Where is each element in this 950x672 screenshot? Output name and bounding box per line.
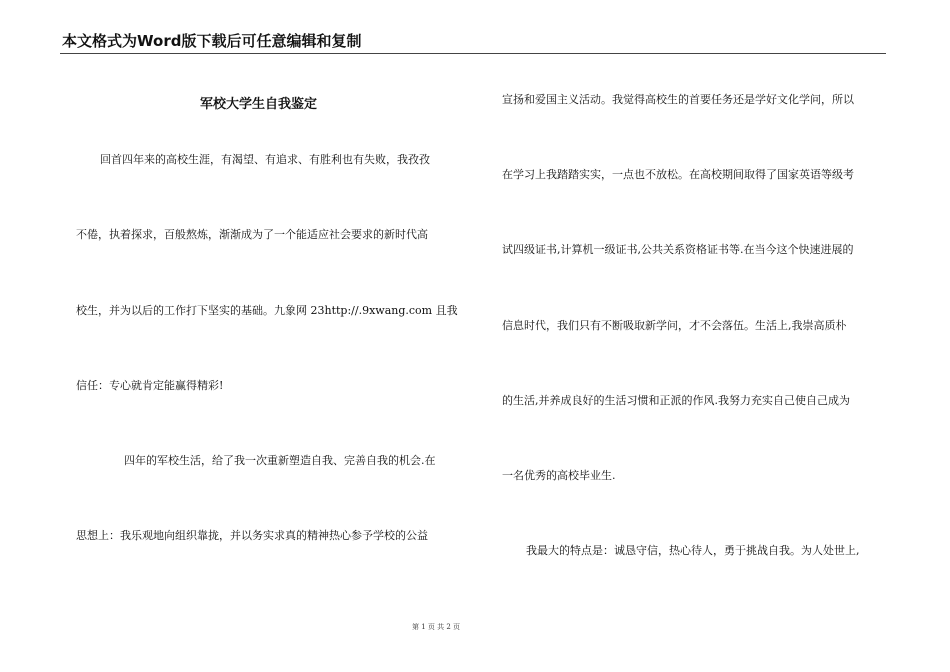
right-paragraph-line: 宣扬和爱国主义活动。我觉得高校生的首要任务还是学好文化学问，所以	[502, 93, 854, 106]
left-paragraph-line: 思想上：我乐观地向组织靠拢，并以务实求真的精神热心参予学校的公益	[76, 529, 428, 542]
right-paragraph-line: 一名优秀的高校毕业生.	[502, 469, 616, 482]
page-header-title: 本文格式为Word版下载后可任意编辑和复制	[62, 32, 362, 50]
right-paragraph-line: 试四级证书,计算机一级证书,公共关系资格证书等.在当今这个快速进展的	[502, 243, 854, 256]
right-paragraph-line: 信息时代，我们只有不断吸取新学问，才不会落伍。生活上,我崇高质朴	[502, 319, 847, 332]
right-paragraph-line: 在学习上我踏踏实实，一点也不放松。在高校期间取得了国家英语等级考	[502, 168, 854, 181]
page-number: 第 1 页 共 2 页	[412, 623, 461, 631]
left-paragraph-line: 信任：专心就肯定能赢得精彩!	[76, 379, 224, 392]
left-paragraph-line: 四年的军校生活，给了我一次重新塑造自我、完善自我的机会.在	[124, 454, 436, 467]
document-title: 军校大学生自我鉴定	[200, 97, 318, 112]
left-paragraph-line: 回首四年来的高校生涯，有渴望、有追求、有胜利也有失败，我孜孜	[100, 153, 430, 166]
left-paragraph-line: 不倦，执着探求，百般熬炼，渐渐成为了一个能适应社会要求的新时代高	[76, 228, 428, 241]
right-paragraph-line: 我最大的特点是：诚恳守信，热心待人，勇于挑战自我。为人处世上,	[526, 544, 860, 557]
header-divider	[60, 53, 886, 54]
right-paragraph-line: 的生活,并养成良好的生活习惯和正派的作风.我努力充实自己使自己成为	[502, 394, 850, 407]
left-paragraph-line: 校生，并为以后的工作打下坚实的基础。九象网 23http://.9xwang.com 且我	[76, 304, 458, 317]
